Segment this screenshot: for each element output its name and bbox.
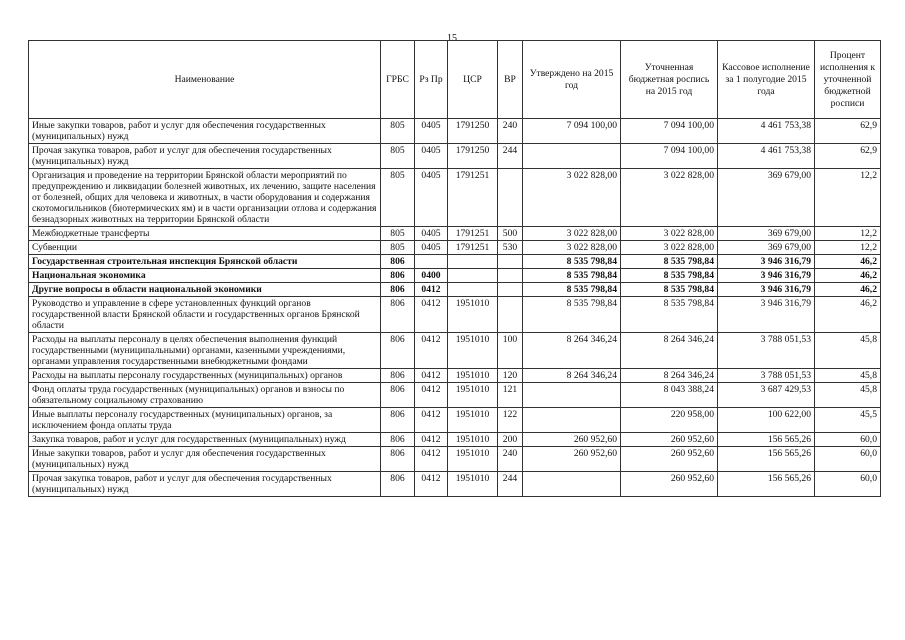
col-cash-header: Кассовое исполнение за 1 полугодие 2015 года <box>718 41 815 119</box>
col-percent-header: Процент исполнения к уточненной бюджетной росписи <box>815 41 881 119</box>
cell-cash: 3 946 316,79 <box>718 255 815 269</box>
cell-percent: 46,2 <box>815 255 881 269</box>
cell-rzpr: 0412 <box>415 333 448 369</box>
cell-approved: 3 022 828,00 <box>523 227 621 241</box>
cell-refined: 3 022 828,00 <box>621 241 718 255</box>
cell-grbs: 806 <box>381 333 415 369</box>
cell-rzpr: 0405 <box>415 227 448 241</box>
table-row <box>29 369 881 383</box>
cell-refined: 260 952,60 <box>621 447 718 472</box>
table-row <box>29 169 881 227</box>
cell-percent: 60,0 <box>815 433 881 447</box>
cell-refined: 8 264 346,24 <box>621 369 718 383</box>
cell-grbs: 806 <box>381 433 415 447</box>
cell-grbs: 805 <box>381 227 415 241</box>
cell-cash: 156 565,26 <box>718 447 815 472</box>
cell-name: Руководство и управление в сфере установленных функций органов государственной власти Брянской области и государственных органов Брянской области <box>29 297 381 333</box>
cell-percent: 45,8 <box>815 369 881 383</box>
cell-approved <box>523 144 621 169</box>
cell-rzpr: 0405 <box>415 119 448 144</box>
cell-rzpr: 0412 <box>415 472 448 497</box>
cell-cash: 3 788 051,53 <box>718 369 815 383</box>
col-approved-header: Утверждено на 2015 год <box>523 41 621 119</box>
table-row <box>29 283 881 297</box>
cell-csr: 1951010 <box>448 383 498 408</box>
cell-csr <box>448 255 498 269</box>
page-number: 15 <box>447 33 457 44</box>
col-refined-header: Уточненная бюджетная роспись на 2015 год <box>621 41 718 119</box>
cell-rzpr: 0412 <box>415 283 448 297</box>
cell-refined: 8 535 798,84 <box>621 255 718 269</box>
cell-rzpr: 0412 <box>415 433 448 447</box>
cell-percent: 60,0 <box>815 472 881 497</box>
cell-grbs: 806 <box>381 472 415 497</box>
cell-approved: 7 094 100,00 <box>523 119 621 144</box>
cell-approved: 8 535 798,84 <box>523 269 621 283</box>
cell-refined: 260 952,60 <box>621 433 718 447</box>
cell-vr: 100 <box>498 333 523 369</box>
cell-csr: 1951010 <box>448 408 498 433</box>
cell-name: Иные закупки товаров, работ и услуг для обеспечения государственных (муниципальных) нужд <box>29 447 381 472</box>
cell-refined: 220 958,00 <box>621 408 718 433</box>
cell-csr: 1951010 <box>448 447 498 472</box>
cell-refined: 260 952,60 <box>621 472 718 497</box>
cell-grbs: 806 <box>381 297 415 333</box>
cell-percent: 12,2 <box>815 227 881 241</box>
cell-grbs: 805 <box>381 144 415 169</box>
cell-approved <box>523 408 621 433</box>
cell-csr: 1951010 <box>448 333 498 369</box>
cell-percent: 62,9 <box>815 144 881 169</box>
cell-refined: 8 535 798,84 <box>621 297 718 333</box>
cell-rzpr: 0412 <box>415 383 448 408</box>
cell-refined: 8 535 798,84 <box>621 283 718 297</box>
cell-name: Расходы на выплаты персоналу государственных (муниципальных) органов <box>29 369 381 383</box>
cell-approved: 8 535 798,84 <box>523 255 621 269</box>
cell-percent: 12,2 <box>815 241 881 255</box>
cell-percent: 46,2 <box>815 283 881 297</box>
col-csr-header: ЦСР <box>448 41 498 119</box>
cell-name: Иные выплаты персоналу государственных (муниципальных) органов, за исключением фонда оплаты труда <box>29 408 381 433</box>
cell-rzpr: 0412 <box>415 447 448 472</box>
cell-cash: 369 679,00 <box>718 169 815 227</box>
table-row <box>29 433 881 447</box>
cell-name: Прочая закупка товаров, работ и услуг для обеспечения государственных (муниципальных) нужд <box>29 472 381 497</box>
col-name-header: Наименование <box>29 41 381 119</box>
cell-approved: 3 022 828,00 <box>523 241 621 255</box>
budget-table <box>28 40 881 497</box>
cell-grbs: 805 <box>381 169 415 227</box>
cell-refined: 7 094 100,00 <box>621 144 718 169</box>
cell-name: Фонд оплаты труда государственных (муниципальных) органов и взносы по обязательному социальному страхованию <box>29 383 381 408</box>
cell-approved: 260 952,60 <box>523 447 621 472</box>
cell-refined: 8 264 346,24 <box>621 333 718 369</box>
table-row <box>29 269 881 283</box>
cell-vr <box>498 283 523 297</box>
cell-percent: 46,2 <box>815 269 881 283</box>
cell-approved: 260 952,60 <box>523 433 621 447</box>
cell-refined: 8 043 388,24 <box>621 383 718 408</box>
cell-rzpr: 0412 <box>415 369 448 383</box>
col-vr-header: ВР <box>498 41 523 119</box>
header-row <box>29 41 881 119</box>
cell-grbs: 806 <box>381 383 415 408</box>
cell-vr: 120 <box>498 369 523 383</box>
table-row <box>29 119 881 144</box>
table-row <box>29 472 881 497</box>
cell-percent: 45,5 <box>815 408 881 433</box>
cell-cash: 369 679,00 <box>718 241 815 255</box>
cell-grbs: 806 <box>381 447 415 472</box>
cell-vr: 500 <box>498 227 523 241</box>
col-grbs-header: ГРБС <box>381 41 415 119</box>
cell-vr <box>498 255 523 269</box>
cell-rzpr: 0405 <box>415 241 448 255</box>
cell-grbs: 805 <box>381 119 415 144</box>
cell-name: Национальная экономика <box>29 269 381 283</box>
cell-cash: 3 788 051,53 <box>718 333 815 369</box>
cell-csr: 1951010 <box>448 472 498 497</box>
cell-grbs: 806 <box>381 283 415 297</box>
cell-refined: 3 022 828,00 <box>621 227 718 241</box>
cell-name: Расходы на выплаты персоналу в целях обеспечения выполнения функций государственными (муниципальными) органами, казенными учреждениями, органами управления государственными внебюджетными фондами <box>29 333 381 369</box>
cell-name: Иные закупки товаров, работ и услуг для обеспечения государственных (муниципальных) нужд <box>29 119 381 144</box>
cell-cash: 3 946 316,79 <box>718 269 815 283</box>
cell-rzpr: 0412 <box>415 297 448 333</box>
table-row <box>29 227 881 241</box>
cell-cash: 100 622,00 <box>718 408 815 433</box>
cell-refined: 3 022 828,00 <box>621 169 718 227</box>
cell-csr: 1791251 <box>448 227 498 241</box>
cell-rzpr: 0405 <box>415 169 448 227</box>
table-row <box>29 447 881 472</box>
cell-csr: 1791250 <box>448 144 498 169</box>
cell-grbs: 806 <box>381 269 415 283</box>
cell-csr: 1791251 <box>448 241 498 255</box>
table-row <box>29 144 881 169</box>
cell-rzpr <box>415 255 448 269</box>
cell-cash: 4 461 753,38 <box>718 144 815 169</box>
table-row <box>29 333 881 369</box>
cell-vr: 530 <box>498 241 523 255</box>
cell-approved <box>523 383 621 408</box>
cell-grbs: 805 <box>381 241 415 255</box>
cell-name: Закупка товаров, работ и услуг для государственных (муниципальных) нужд <box>29 433 381 447</box>
cell-percent: 62,9 <box>815 119 881 144</box>
table-row <box>29 297 881 333</box>
cell-cash: 3 946 316,79 <box>718 297 815 333</box>
cell-csr <box>448 283 498 297</box>
cell-name: Межбюджетные трансферты <box>29 227 381 241</box>
cell-csr: 1951010 <box>448 369 498 383</box>
cell-vr: 121 <box>498 383 523 408</box>
cell-csr: 1951010 <box>448 297 498 333</box>
cell-cash: 156 565,26 <box>718 433 815 447</box>
cell-approved: 3 022 828,00 <box>523 169 621 227</box>
cell-rzpr: 0400 <box>415 269 448 283</box>
cell-csr <box>448 269 498 283</box>
cell-name: Государственная строительная инспекция Брянской области <box>29 255 381 269</box>
cell-cash: 156 565,26 <box>718 472 815 497</box>
cell-grbs: 806 <box>381 255 415 269</box>
cell-percent: 60,0 <box>815 447 881 472</box>
cell-vr: 240 <box>498 119 523 144</box>
cell-cash: 4 461 753,38 <box>718 119 815 144</box>
cell-approved: 8 535 798,84 <box>523 283 621 297</box>
cell-percent: 45,8 <box>815 383 881 408</box>
cell-vr: 244 <box>498 472 523 497</box>
cell-refined: 7 094 100,00 <box>621 119 718 144</box>
cell-vr <box>498 169 523 227</box>
cell-csr: 1791251 <box>448 169 498 227</box>
cell-approved <box>523 472 621 497</box>
cell-approved: 8 535 798,84 <box>523 297 621 333</box>
cell-name: Прочая закупка товаров, работ и услуг для обеспечения государственных (муниципальных) нужд <box>29 144 381 169</box>
cell-vr <box>498 297 523 333</box>
cell-cash: 3 687 429,53 <box>718 383 815 408</box>
cell-grbs: 806 <box>381 369 415 383</box>
cell-name: Субвенции <box>29 241 381 255</box>
table-row <box>29 255 881 269</box>
cell-csr: 1791250 <box>448 119 498 144</box>
cell-name: Другие вопросы в области национальной экономики <box>29 283 381 297</box>
cell-rzpr: 0405 <box>415 144 448 169</box>
cell-cash: 369 679,00 <box>718 227 815 241</box>
table-row <box>29 241 881 255</box>
cell-vr: 240 <box>498 447 523 472</box>
cell-refined: 8 535 798,84 <box>621 269 718 283</box>
cell-approved: 8 264 346,24 <box>523 369 621 383</box>
cell-vr: 200 <box>498 433 523 447</box>
table-row <box>29 408 881 433</box>
cell-csr: 1951010 <box>448 433 498 447</box>
cell-rzpr: 0412 <box>415 408 448 433</box>
cell-vr: 244 <box>498 144 523 169</box>
table-row <box>29 383 881 408</box>
cell-vr <box>498 269 523 283</box>
cell-name: Организация и проведение на территории Брянской области мероприятий по предупреждению и ликвидации болезней животных, их лечению, защите населения от болезней, общих для человека и животных, в части оборудования и содержания скотомогильников (биотермических ям) и в части организации отлова и содержания безнадзорных животных на территории Брянской области <box>29 169 381 227</box>
col-rzpr-header: Рз Пр <box>415 41 448 119</box>
cell-approved: 8 264 346,24 <box>523 333 621 369</box>
cell-grbs: 806 <box>381 408 415 433</box>
cell-cash: 3 946 316,79 <box>718 283 815 297</box>
cell-percent: 46,2 <box>815 297 881 333</box>
cell-percent: 12,2 <box>815 169 881 227</box>
cell-percent: 45,8 <box>815 333 881 369</box>
cell-vr: 122 <box>498 408 523 433</box>
